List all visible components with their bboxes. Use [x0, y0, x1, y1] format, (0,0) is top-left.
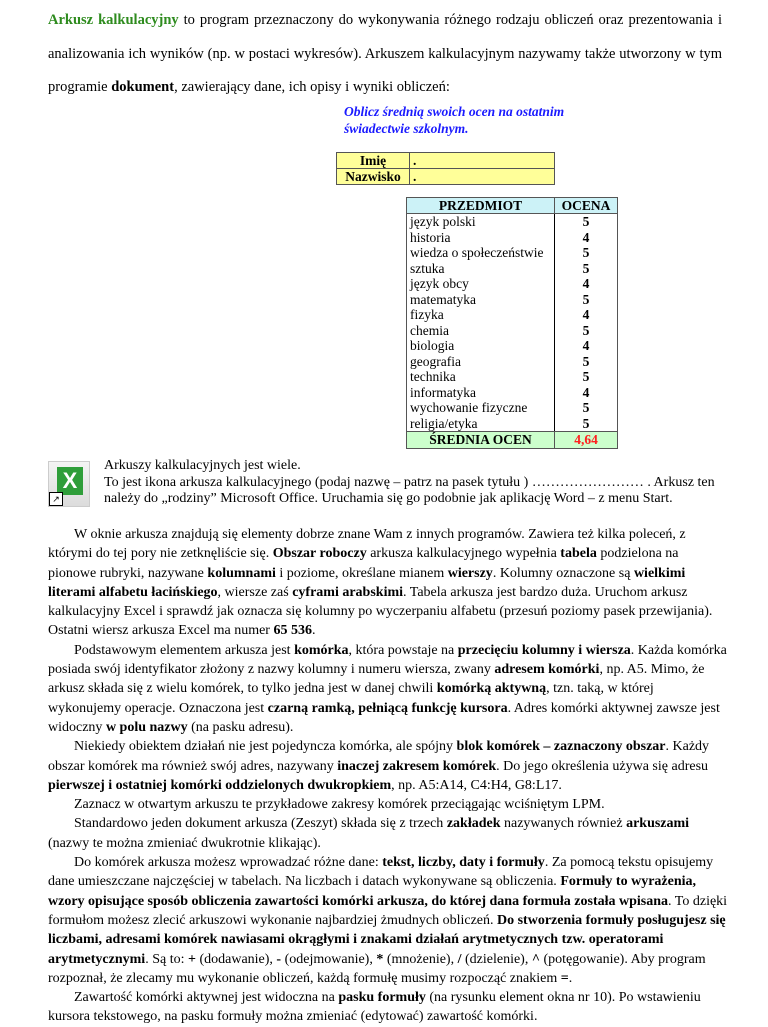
text-segment: .: [568, 970, 573, 986]
grade-cell: 4: [555, 385, 618, 401]
subject-cell: geografia: [407, 354, 555, 370]
subject-cell: historia: [407, 230, 555, 246]
grade-cell: 5: [555, 261, 618, 277]
bold-term: =: [560, 970, 569, 986]
text-segment: . Do jego określenia używa się adresu: [496, 758, 709, 774]
grade-cell: 4: [555, 230, 618, 246]
body-paragraph: [48, 737, 728, 795]
grade-cell: 4: [555, 307, 618, 323]
grade-cell: 5: [555, 400, 618, 416]
text-segment: Zawartość komórki aktywnej jest widoczna na: [74, 990, 339, 1006]
subject-cell: sztuka: [407, 261, 555, 277]
text-segment: . Każda komórka posiada swój identyfikator złożony z nazwy kolumny i numeru wiersza, zwany: [48, 642, 727, 678]
text-segment: . Tabela arkusza jest bardzo duża. Uruchom arkusz kalkulacyjny Excel i sprawdź jak oznacza się kolumny po wyczerpaniu alfabetu (przesuń poziomy pasek przewijania). Ostatni wiersz arkusza Excel ma numer: [48, 584, 713, 639]
average-label: ŚREDNIA OCEN: [407, 432, 555, 449]
bold-term: komórką aktywną: [436, 681, 547, 697]
name-table: [336, 152, 555, 185]
text-segment: . To dzięki formułom możesz zlecić arkuszowi wykonanie najbardziej żmudnych obliczeń.: [48, 893, 728, 928]
average-row: [407, 432, 618, 449]
table-row: [407, 385, 618, 401]
table-row: [407, 338, 618, 354]
table-row: [407, 369, 618, 385]
text-segment: (nazwy te można zmieniać dwukrotnie klikając).: [48, 835, 321, 851]
text-segment: . Adres komórki aktywnej zawsze jest widoczny: [48, 700, 720, 735]
grade-cell: 5: [555, 245, 618, 261]
text-segment: . Są to:: [145, 951, 188, 967]
table-row: [407, 416, 618, 432]
text-segment: Do komórek arkusza możesz wprowadzać różne dane:: [74, 855, 383, 871]
table-row: [407, 230, 618, 246]
subject-cell: chemia: [407, 323, 555, 339]
intro-paragraph: [48, 4, 722, 105]
grade-cell: 4: [555, 338, 618, 354]
bold-term: 65 536: [273, 623, 312, 639]
bold-term: arkuszami: [626, 816, 690, 832]
icon-text-line: To jest ikona arkusza kalkulacyjnego (podaj nazwę – patrz na pasek tytułu ) …………………… . Arkusz ten należy do „rodziny” Microsoft Office. Uruchamia się go podobnie jak aplikację Word – z menu Start.: [104, 474, 715, 506]
bold-term: +: [187, 951, 196, 967]
text-segment: (dzielenie),: [461, 951, 532, 967]
bold-term: zakładek: [446, 816, 501, 832]
text-segment: . Za pomocą tekstu opisujemy dane umieszczane najczęściej w tabelach. Na liczbach i datach wykonywane są obliczenia.: [48, 855, 714, 890]
text-segment: (na pasku adresu).: [187, 719, 294, 735]
grade-cell: 5: [555, 214, 618, 230]
intro-bold: dokument: [111, 79, 175, 95]
text-segment: Podstawowym elementem arkusza jest: [74, 642, 295, 658]
bold-term: pasku formuły: [338, 990, 426, 1006]
text-segment: i poziome, określane mianem: [275, 565, 448, 581]
subject-cell: wychowanie fizyczne: [407, 400, 555, 416]
text-segment: Niekiedy obiektem działań nie jest pojedyncza komórka, ale spójny: [74, 739, 457, 755]
text-segment: (mnożenie),: [383, 951, 458, 967]
first-name-value: .: [410, 153, 555, 169]
bold-term: w polu nazwy: [105, 719, 188, 735]
subject-cell: język obcy: [407, 276, 555, 292]
subject-cell: informatyka: [407, 385, 555, 401]
bold-term: Formuły to wyrażenia, wzory opisujące sposób obliczenia zawartości komórki arkusza, do której dana formuła została wpisana: [48, 874, 697, 909]
excel-icon: X ↗: [48, 461, 90, 507]
header-grade: OCENA: [555, 198, 618, 214]
table-row: [407, 323, 618, 339]
text-segment: (odejmowanie),: [281, 951, 377, 967]
text-segment: podzielona na pionowe rubryki, nazywane: [48, 546, 679, 581]
average-value: 4,64: [555, 432, 618, 449]
subject-cell: matematyka: [407, 292, 555, 308]
text-segment: , np. A5. Mimo, że arkusz składa się z wielu komórek, to tylko jedna jest w danej chwili: [48, 662, 705, 697]
bold-term: blok komórek – zaznaczony obszar: [456, 739, 666, 755]
bold-term: cyframi arabskimi: [292, 584, 404, 600]
text-segment: Standardowo jeden dokument arkusza (Zeszyt) składa się z trzech: [74, 816, 447, 832]
grade-cell: 5: [555, 354, 618, 370]
term-highlight: Arkusz kalkulacyjny: [48, 12, 179, 28]
body-paragraph: [48, 641, 728, 737]
subject-cell: technika: [407, 369, 555, 385]
header-subject: PRZEDMIOT: [407, 198, 555, 214]
last-name-value: .: [410, 169, 555, 185]
bold-term: Do stworzenia formuły posługujesz się liczbami, adresami komórek nawiasami okrągłymi i znakami działań arytmetycznych tzw. operatorami arytmetycznymi: [48, 912, 726, 967]
body-paragraph: [48, 988, 728, 1027]
shortcut-arrow-icon: ↗: [49, 492, 63, 506]
bold-term: kolumnami: [207, 565, 276, 581]
subject-cell: biologia: [407, 338, 555, 354]
bold-term: czarną ramką, pełniącą funkcję kursora: [267, 700, 508, 716]
text-segment: Zaznacz w otwartym arkuszu te przykładowe zakresy komórek przeciągając wciśniętym LPM.: [74, 797, 605, 813]
body-paragraph: [48, 525, 728, 641]
text-segment: . Każdy obszar komórek ma również swój adres, nazywany: [48, 739, 710, 774]
bold-term: pierwszej i ostatniej komórki oddzielonych dwukropkiem: [48, 777, 392, 793]
intro-text: to program przeznaczony do wykonywania różnego rodzaju obliczeń oraz prezentowania i analizowania ich wyników (np. w postaci wykresów). Arkuszem kalkulacyjnym nazywamy także utworzony w tym programie: [48, 12, 722, 95]
subject-cell: wiedza o społeczeństwie: [407, 245, 555, 261]
table-row: [407, 214, 618, 230]
bold-term: tekst, liczby, daty i formuły: [382, 855, 545, 871]
text-segment: arkusza kalkulacyjnego wypełnia: [366, 546, 561, 562]
text-segment: .: [311, 623, 316, 639]
table-row: [407, 307, 618, 323]
text-segment: , tzn. taką, w której wykonujemy operacje. Oznaczona jest: [48, 681, 654, 716]
task-line: świadectwie szkolnym.: [344, 121, 469, 136]
table-row: [407, 400, 618, 416]
bold-term: wielkimi literami alfabetu łacińskiego: [48, 565, 686, 600]
bold-term: -: [276, 951, 282, 967]
grade-cell: 5: [555, 416, 618, 432]
bold-term: Obszar roboczy: [272, 546, 367, 562]
bold-term: inaczej zakresem komórek: [337, 758, 497, 774]
bold-term: *: [376, 951, 384, 967]
grade-cell: 4: [555, 276, 618, 292]
text-segment: (dodawanie),: [195, 951, 277, 967]
bold-term: ^: [531, 951, 540, 967]
last-name-label: Nazwisko: [337, 169, 410, 185]
body-text: [48, 519, 728, 1027]
table-row: [407, 354, 618, 370]
bold-term: przecięciu kolumny i wiersza: [457, 642, 631, 658]
text-segment: , wiersze zaś: [217, 584, 293, 600]
body-paragraph: [48, 795, 728, 814]
text-segment: . Kolumny oznaczone są: [492, 565, 634, 581]
icon-text-line: Arkuszy kalkulacyjnych jest wiele.: [104, 458, 301, 473]
grade-cell: 5: [555, 323, 618, 339]
task-line: Oblicz średnią swoich ocen na ostatnim: [344, 104, 565, 119]
grades-table: [406, 197, 618, 449]
grade-cell: 5: [555, 292, 618, 308]
body-paragraph: [48, 814, 728, 853]
subject-cell: religia/etyka: [407, 416, 555, 432]
icon-description: [104, 458, 734, 508]
task-heading: [344, 103, 564, 137]
text-segment: (na rysunku element okna nr 10). Po wstawieniu kursora tekstowego, na pasku formuły można zmieniać (edytować) zawartość komórki.: [48, 990, 701, 1025]
text-segment: , która powstaje na: [348, 642, 458, 658]
text-segment: (potęgowanie). Aby program rozpoznał, że zlecamy mu wykonanie obliczeń, każdą formułę musimy rozpocząć znakiem: [48, 951, 706, 986]
intro-text-end: , zawierający dane, ich opisy i wyniki obliczeń:: [174, 79, 450, 95]
table-row: [407, 261, 618, 277]
text-segment: , np. A5:A14, C4:H4, G8:L17.: [391, 777, 562, 793]
grade-cell: 5: [555, 369, 618, 385]
subject-cell: język polski: [407, 214, 555, 230]
bold-term: wierszy: [447, 565, 493, 581]
body-paragraph: [48, 853, 728, 988]
bold-term: adresem komórki: [494, 662, 600, 678]
subject-cell: fizyka: [407, 307, 555, 323]
bold-term: komórka: [294, 642, 349, 658]
text-segment: nazywanych również: [500, 816, 627, 832]
text-segment: W oknie arkusza znajdują się elementy dobrze znane Wam z innych programów. Zawiera też kilka poleceń, z którymi do tej pory nie zetknęliście się.: [48, 527, 686, 562]
table-row: [407, 292, 618, 308]
bold-term: /: [457, 951, 462, 967]
table-row: [407, 245, 618, 261]
bold-term: tabela: [560, 546, 597, 562]
table-row: [407, 276, 618, 292]
first-name-label: Imię: [337, 153, 410, 169]
